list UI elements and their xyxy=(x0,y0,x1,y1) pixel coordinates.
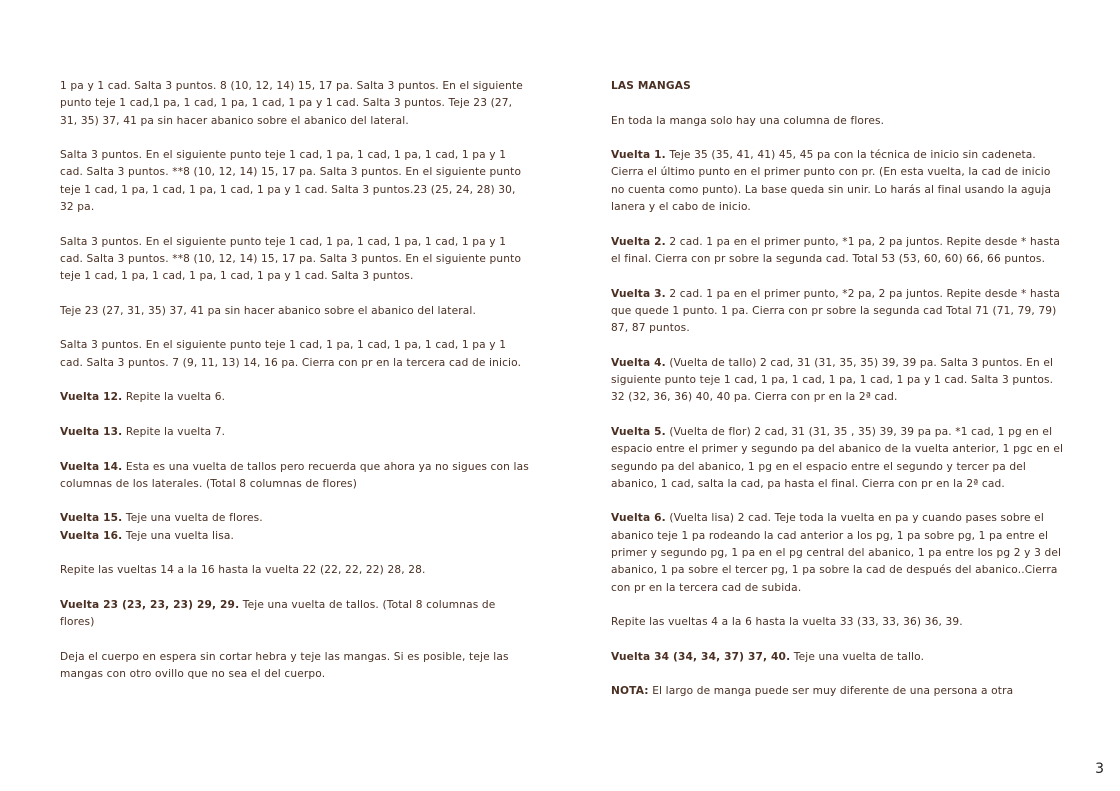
row-label: Vuelta 13. xyxy=(60,425,123,438)
paragraph: Vuelta 34 (34, 34, 37) 37, 40. Teje una vuelta de tallo. xyxy=(611,650,925,663)
row-label: Vuelta 4. xyxy=(611,356,666,369)
paragraph: Vuelta 16. Teje una vuelta lisa. xyxy=(60,529,235,542)
row-label: Vuelta 1. xyxy=(611,149,666,162)
row-label: Vuelta 15. xyxy=(60,512,123,525)
paragraph: Salta 3 puntos. En el siguiente punto teje 1 cad, 1 pa, 1 cad, 1 pa, 1 cad, 1 pa y 1 cad. Salta 3 puntos. 7 (9, 11, 13) 14, 16 pa. Cierra con pr en la tercera cad de inicio. xyxy=(60,339,522,369)
paragraph: Vuelta 13. Repite la vuelta 7. xyxy=(60,425,226,438)
left-column xyxy=(60,78,530,701)
page-number: 3 xyxy=(1095,761,1104,777)
right-column xyxy=(611,78,1066,718)
paragraph: Vuelta 23 (23, 23, 23) 29, 29. Teje una vuelta de tallos. (Total 8 columnas de flores) xyxy=(60,598,496,629)
paragraph: Vuelta 15. Teje una vuelta de flores. xyxy=(60,512,263,525)
row-label: Vuelta 34 (34, 34, 37) 37, 40. xyxy=(611,650,791,663)
paragraph: Repite las vueltas 14 a la 16 hasta la vuelta 22 (22, 22, 22) 28, 28. xyxy=(60,564,426,577)
row-label: Vuelta 12. xyxy=(60,391,123,404)
paragraph: En toda la manga solo hay una columna de flores. xyxy=(611,114,885,127)
paragraph: Vuelta 2. 2 cad. 1 pa en el primer punto, *1 pa, 2 pa juntos. Repite desde * hasta el final. Cierra con pr sobre la segunda cad. Total 53 (53, 60, 60) 66, 66 puntos. xyxy=(611,235,1061,265)
section-heading: LAS MANGAS xyxy=(611,80,691,92)
paragraph: Vuelta 5. (Vuelta de flor) 2 cad, 31 (31, 35 , 35) 39, 39 pa pa. *1 cad, 1 pg en el espacio entre el primer y segundo pa del abanico de la vuelta anterior, 1 pgc en el segundo pa del abanico, 1 pg en el espacio entre el segundo y tercer pa del abanico, 1 cad, salta la cad, pa hasta el final. Cierra con pr en la 2ª cad. xyxy=(611,425,1064,490)
note-label: NOTA: xyxy=(611,685,649,698)
paragraph: Vuelta 6. (Vuelta lisa) 2 cad. Teje toda la vuelta en pa y cuando pases sobre el abanico teje 1 pa rodeando la cad anterior a los pg, 1 pa sobre pg, 1 pa entre el primer y segundo pg, 1 pa en el pg central del abanico, 1 pa entre los pg 2 y 3 del abanico, 1 pa sobre el tercer pg, 1 pa sobre la cad de después del abanico..Cierra con pr en la tercera cad de subida. xyxy=(611,512,1062,594)
row-label: Vuelta 2. xyxy=(611,235,666,248)
paragraph: NOTA: El largo de manga puede ser muy diferente de una persona a otra xyxy=(611,685,1014,698)
paragraph: 1 pa y 1 cad. Salta 3 puntos. 8 (10, 12, 14) 15, 17 pa. Salta 3 puntos. En el siguiente punto teje 1 cad,1 pa, 1 cad, 1 pa, 1 cad, 1 pa y 1 cad. Salta 3 puntos. Teje 23 (27, 31, 35) 37, 41 pa sin hacer abanico sobre el abanico del lateral. xyxy=(60,80,523,127)
row-label: Vuelta 14. xyxy=(60,460,123,473)
row-label: Vuelta 6. xyxy=(611,512,666,525)
paragraph: Vuelta 1. Teje 35 (35, 41, 41) 45, 45 pa con la técnica de inicio sin cadeneta. Cierra el último punto en el primer punto con pr. (En esta vuelta, la cad de inicio no cuenta como punto). La base queda sin unir. Lo harás al final usando la aguja lanera y el cabo de inicio. xyxy=(611,149,1052,214)
row-label: Vuelta 5. xyxy=(611,425,666,438)
row-label: Vuelta 23 (23, 23, 23) 29, 29. xyxy=(60,598,240,611)
paragraph: Teje 23 (27, 31, 35) 37, 41 pa sin hacer abanico sobre el abanico del lateral. xyxy=(60,304,477,317)
paragraph: Salta 3 puntos. En el siguiente punto teje 1 cad, 1 pa, 1 cad, 1 pa, 1 cad, 1 pa y 1 cad. Salta 3 puntos. **8 (10, 12, 14) 15, 17 pa. Salta 3 puntos. En el siguiente punto teje 1 cad, 1 pa, 1 cad, 1 pa, 1 cad, 1 pa y 1 cad. Salta 3 puntos.23 (25, 24, 28) 30, 32 pa. xyxy=(60,149,522,214)
paragraph: Salta 3 puntos. En el siguiente punto teje 1 cad, 1 pa, 1 cad, 1 pa, 1 cad, 1 pa y 1 cad. Salta 3 puntos. **8 (10, 12, 14) 15, 17 pa. Salta 3 puntos. En el siguiente punto teje 1 cad, 1 pa, 1 cad, 1 pa, 1 cad, 1 pa y 1 cad. Salta 3 puntos. xyxy=(60,235,522,283)
paragraph: Vuelta 14. Esta es una vuelta de tallos pero recuerda que ahora ya no sigues con las columnas de los laterales. (Total 8 columnas de flores) xyxy=(60,460,529,490)
paragraph: Vuelta 12. Repite la vuelta 6. xyxy=(60,391,226,404)
row-label: Vuelta 16. xyxy=(60,529,123,542)
paragraph: Vuelta 3. 2 cad. 1 pa en el primer punto, *2 pa, 2 pa juntos. Repite desde * hasta que quede 1 punto. 1 pa. Cierra con pr sobre la segunda cad Total 71 (71, 79, 79) 87, 87 puntos. xyxy=(611,287,1061,335)
paragraph: Vuelta 4. (Vuelta de tallo) 2 cad, 31 (31, 35, 35) 39, 39 pa. Salta 3 puntos. En el siguiente punto teje 1 cad, 1 pa, 1 cad, 1 pa, 1 cad, 1 pa y 1 cad. Salta 3 puntos. 32 (32, 36, 36) 40, 40 pa. Cierra con pr en la 2ª cad. xyxy=(611,356,1054,404)
paragraph: Deja el cuerpo en espera sin cortar hebra y teje las mangas. Si es posible, teje las mangas con otro ovillo que no sea el del cuerpo. xyxy=(60,650,509,681)
row-label: Vuelta 3. xyxy=(611,287,666,300)
paragraph: Repite las vueltas 4 a la 6 hasta la vuelta 33 (33, 33, 36) 36, 39. xyxy=(611,616,963,629)
